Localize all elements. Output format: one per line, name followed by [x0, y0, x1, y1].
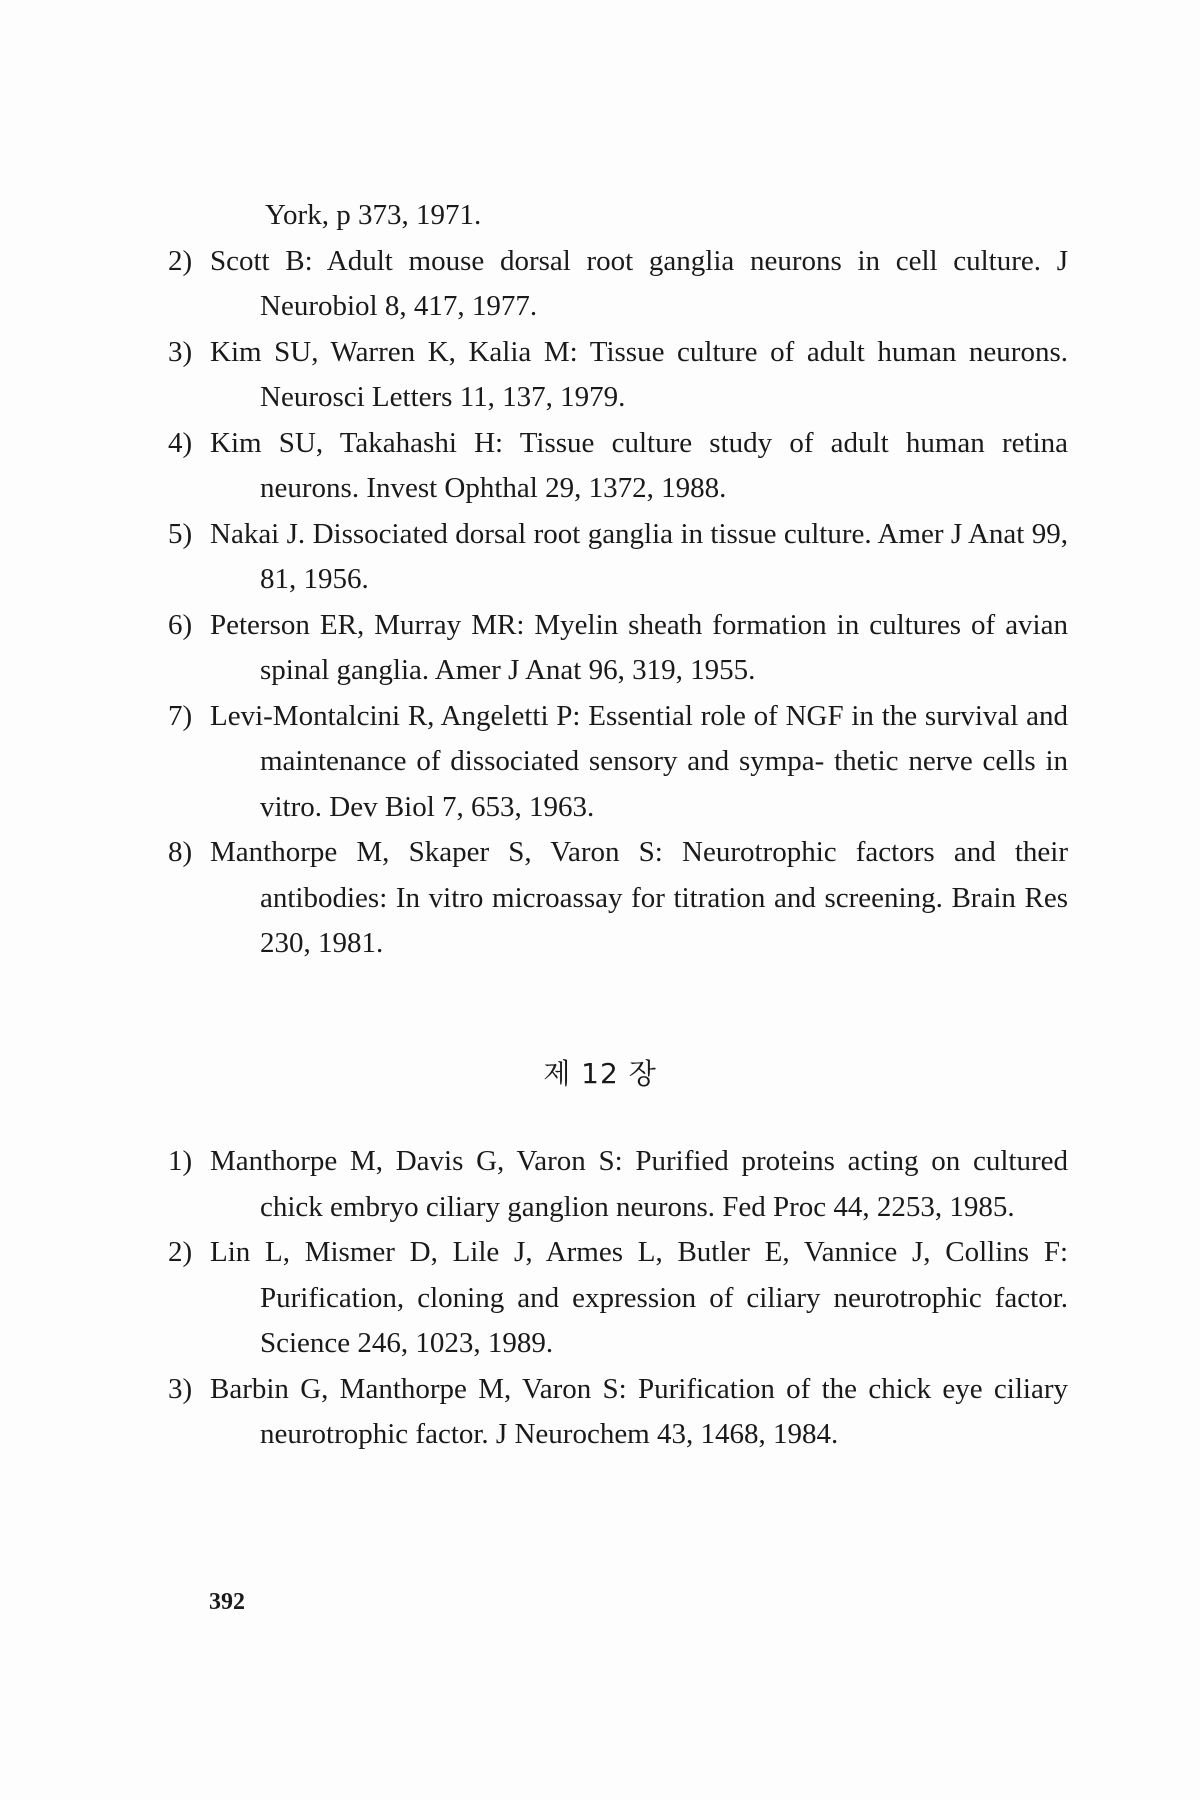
reference-item — [168, 421, 1068, 512]
reference-text: Scott B: Adult mouse dorsal root ganglia neurons in cell culture. J Neurobiol 8, 417, 1977. — [210, 244, 1068, 322]
reference-text: Peterson ER, Murray MR: Myelin sheath formation in cultures of avian spinal ganglia. Amer J Anat 96, 319, 1955. — [210, 608, 1068, 686]
reference-item — [168, 830, 1068, 967]
reference-item — [168, 512, 1068, 603]
reference-number: 1) — [168, 1145, 193, 1177]
reference-number: 2) — [168, 244, 193, 277]
reference-item — [168, 603, 1068, 694]
reference-number: 8) — [168, 836, 193, 868]
reference-number: 4) — [168, 426, 193, 459]
reference-list-chapter-12 — [168, 1139, 1068, 1458]
reference-text: Manthorpe M, Skaper S, Varon S: Neurotrophic factors and their antibodies: In vitro microassay for titration and screening. Brain Res 230, 1981. — [210, 836, 1068, 959]
reference-number: 3) — [168, 1372, 193, 1405]
reference-number: 5) — [168, 517, 193, 550]
chapter-heading: 제 12 장 — [543, 1057, 657, 1090]
reference-item — [168, 1230, 1068, 1367]
reference-number: 3) — [168, 335, 193, 368]
reference-text: Kim SU, Takahashi H: Tissue culture study of adult human retina neurons. Invest Ophthal 29, 1372, 1988. — [210, 426, 1068, 504]
reference-number: 2) — [168, 1236, 193, 1268]
reference-number: 6) — [168, 608, 193, 641]
reference-item — [168, 239, 1068, 330]
reference-continuation: York, p 373, 1971. — [265, 199, 482, 231]
reference-text: Manthorpe M, Davis G, Varon S: Purified proteins acting on cultured chick embryo ciliary ganglion neurons. Fed Proc 44, 2253, 1985. — [210, 1145, 1068, 1223]
reference-item — [168, 330, 1068, 421]
reference-text: Lin L, Mismer D, Lile J, Armes L, Butler E, Vannice J, Collins F: Purification, cloning and expression of ciliary neurotrophic factor. Science 246, 1023, 1989. — [210, 1236, 1068, 1359]
reference-list-chapter-11 — [168, 239, 1068, 967]
page-number: 392 — [209, 1589, 245, 1615]
reference-text: Kim SU, Warren K, Kalia M: Tissue culture of adult human neurons. Neurosci Letters 11, 137, 1979. — [210, 335, 1068, 413]
reference-item — [168, 1139, 1068, 1230]
reference-text: Levi-Montalcini R, Angeletti P: Essential role of NGF in the survival and maintenance of dissociated sensory and sympa- thetic nerve cells in vitro. Dev Biol 7, 653, 1963. — [210, 699, 1068, 823]
reference-number: 7) — [168, 699, 193, 732]
reference-item — [168, 694, 1068, 831]
reference-item — [168, 1367, 1068, 1458]
reference-text: Nakai J. Dissociated dorsal root ganglia in tissue culture. Amer J Anat 99, 81, 1956. — [210, 517, 1068, 595]
reference-text: Barbin G, Manthorpe M, Varon S: Purification of the chick eye ciliary neurotrophic factor. J Neurochem 43, 1468, 1984. — [210, 1372, 1068, 1450]
